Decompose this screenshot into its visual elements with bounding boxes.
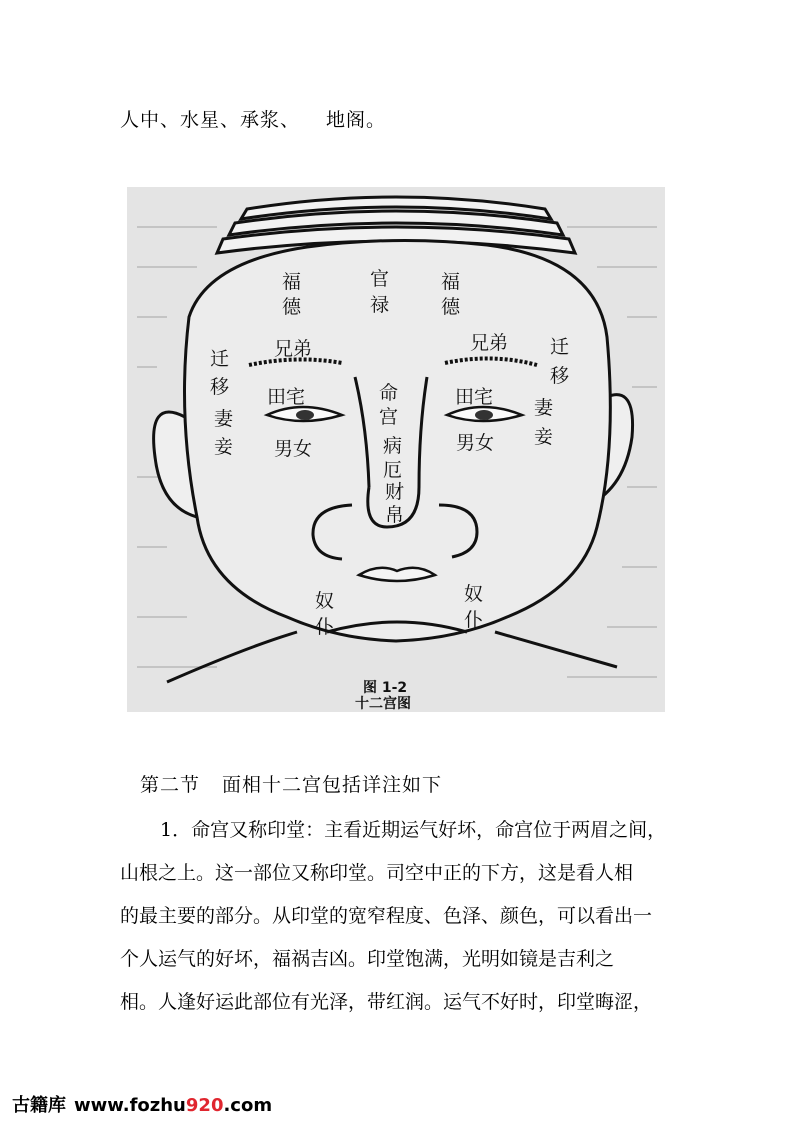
- figure-caption-title: 十二宫图: [355, 696, 411, 712]
- label-xiongdi-left: 兄弟: [274, 338, 313, 360]
- label-nupu-left-1: 奴: [315, 590, 335, 612]
- left-pupil: [296, 410, 314, 420]
- intro-line: [120, 105, 386, 132]
- label-qiqie-left-1: 妻: [214, 408, 234, 430]
- label-minggong-1: 命: [379, 382, 399, 404]
- label-fude-left-2: 德: [282, 296, 302, 318]
- label-nupu-right-1: 奴: [464, 583, 484, 605]
- label-tianzhai-right: 田宅: [455, 386, 494, 408]
- paragraph-line-1: 1．命宫又称印堂：主看近期运气好坏，命宫位于两眉之间，: [160, 819, 667, 841]
- label-guanlu-2: 禄: [370, 294, 390, 316]
- label-caibo-1: 财: [385, 481, 405, 503]
- footer-url-number: 920: [185, 1095, 224, 1116]
- label-fude-right-1: 福: [441, 271, 461, 293]
- label-fude-right-2: 德: [441, 296, 461, 318]
- label-qianyi-right-1: 迁: [550, 336, 570, 358]
- intro-line-part2: 地阁。: [326, 109, 387, 131]
- label-guanlu-1: 官: [370, 268, 390, 290]
- footer-brand: 古籍库: [12, 1095, 66, 1116]
- paragraph-line-3: 的最主要的部分。从印堂的宽窄程度、色泽、颜色，可以看出一: [120, 905, 653, 927]
- paragraph-line-4: 个人运气的好坏，福祸吉凶。印堂饱满，光明如镜是吉利之: [120, 948, 615, 970]
- paragraph-line-2: 山根之上。这一部位又称印堂。司空中正的下方，这是看人相: [120, 862, 634, 884]
- label-xiongdi-right: 兄弟: [470, 332, 509, 354]
- label-fude-left-1: 福: [282, 271, 302, 293]
- label-qianyi-left-1: 迁: [210, 348, 230, 370]
- label-nannv-right: 男女: [456, 432, 495, 454]
- label-qianyi-right-2: 移: [550, 365, 570, 387]
- footer-watermark: [12, 1091, 272, 1117]
- label-qiqie-left-2: 妾: [214, 436, 234, 458]
- face-diagram: [127, 187, 665, 712]
- figure-caption-number: 图 1-2: [363, 680, 408, 696]
- twelve-palaces-figure: [127, 187, 665, 712]
- section-title: 面相十二宫包括详注如下: [222, 774, 443, 796]
- label-tianzhai-left: 田宅: [267, 386, 306, 408]
- label-caibo-2: 帛: [385, 504, 405, 526]
- label-qiqie-right-1: 妻: [534, 397, 554, 419]
- label-jie-1: 病: [383, 435, 403, 457]
- label-minggong-2: 宫: [379, 406, 399, 428]
- footer-url-domain: www.fozhu: [74, 1095, 186, 1116]
- label-nannv-left: 男女: [274, 438, 313, 460]
- section-heading: [140, 770, 442, 797]
- section-number: 第二节: [140, 774, 201, 796]
- mouth: [359, 568, 435, 581]
- label-qianyi-left-2: 移: [210, 376, 230, 398]
- footer-url-tld: .com: [223, 1095, 273, 1116]
- right-pupil: [475, 410, 493, 420]
- paragraph-line-5: 相。人逢好运此部位有光泽，带红润。运气不好时，印堂晦涩，: [120, 991, 653, 1013]
- label-jie-2: 厄: [383, 459, 403, 481]
- label-qiqie-right-2: 妾: [534, 426, 554, 448]
- label-nupu-right-2: 仆: [464, 609, 484, 631]
- intro-line-part1: 人中、水星、承浆、: [120, 109, 301, 131]
- label-nupu-left-2: 仆: [315, 616, 335, 638]
